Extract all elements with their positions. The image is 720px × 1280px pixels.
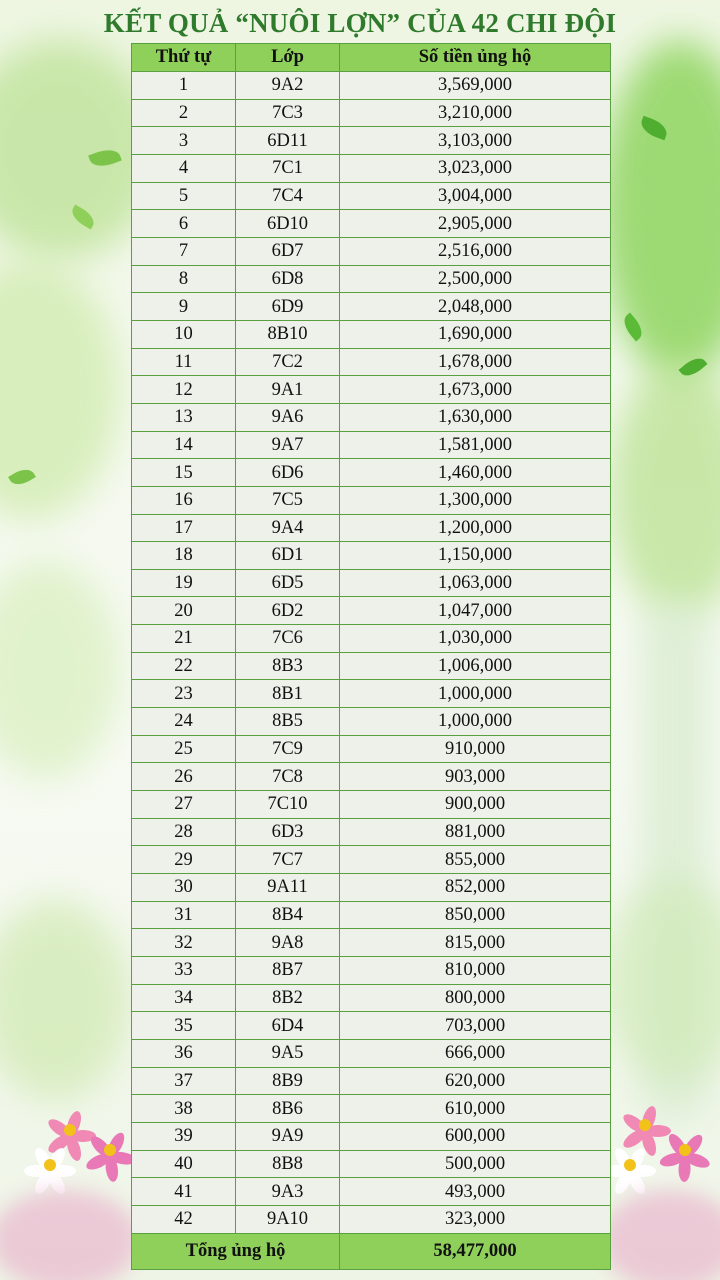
cell-class: 9A11 xyxy=(236,874,340,902)
table-row xyxy=(132,403,611,431)
cell-class: 7C1 xyxy=(236,154,340,182)
cell-class: 6D1 xyxy=(236,542,340,570)
cell-amount: 2,500,000 xyxy=(340,265,611,293)
cell-class: 8B9 xyxy=(236,1067,340,1095)
cell-order: 23 xyxy=(132,680,236,708)
cell-class: 7C5 xyxy=(236,486,340,514)
cell-amount: 493,000 xyxy=(340,1178,611,1206)
cell-class: 6D4 xyxy=(236,1012,340,1040)
foliage-blob-right-low xyxy=(600,880,720,1080)
table-row xyxy=(132,237,611,265)
table-row xyxy=(132,597,611,625)
cell-amount: 1,030,000 xyxy=(340,625,611,653)
cell-amount: 2,048,000 xyxy=(340,293,611,321)
cell-class: 9A3 xyxy=(236,1178,340,1206)
cell-amount: 900,000 xyxy=(340,791,611,819)
cell-order: 25 xyxy=(132,735,236,763)
table-row xyxy=(132,984,611,1012)
cell-class: 7C3 xyxy=(236,99,340,127)
cell-order: 14 xyxy=(132,431,236,459)
table-row xyxy=(132,708,611,736)
table-row xyxy=(132,652,611,680)
cell-order: 12 xyxy=(132,376,236,404)
cell-amount: 703,000 xyxy=(340,1012,611,1040)
cell-order: 8 xyxy=(132,265,236,293)
cell-order: 31 xyxy=(132,901,236,929)
table-row xyxy=(132,1067,611,1095)
table-row xyxy=(132,1095,611,1123)
table-header-row xyxy=(132,44,611,72)
table-row xyxy=(132,431,611,459)
table-row xyxy=(132,320,611,348)
cell-class: 6D7 xyxy=(236,237,340,265)
cell-amount: 2,516,000 xyxy=(340,237,611,265)
table-row xyxy=(132,293,611,321)
cell-order: 10 xyxy=(132,320,236,348)
cell-amount: 600,000 xyxy=(340,1122,611,1150)
table-row xyxy=(132,154,611,182)
table-row xyxy=(132,1205,611,1233)
table-row xyxy=(132,99,611,127)
cell-class: 6D9 xyxy=(236,293,340,321)
cell-order: 32 xyxy=(132,929,236,957)
table-row xyxy=(132,929,611,957)
cell-class: 6D6 xyxy=(236,459,340,487)
cell-amount: 800,000 xyxy=(340,984,611,1012)
cell-order: 37 xyxy=(132,1067,236,1095)
table-row xyxy=(132,127,611,155)
total-value: 58,477,000 xyxy=(340,1233,611,1269)
cell-amount: 666,000 xyxy=(340,1039,611,1067)
cell-class: 6D11 xyxy=(236,127,340,155)
cell-class: 8B1 xyxy=(236,680,340,708)
cell-order: 9 xyxy=(132,293,236,321)
cell-class: 7C4 xyxy=(236,182,340,210)
cell-amount: 610,000 xyxy=(340,1095,611,1123)
cell-class: 8B4 xyxy=(236,901,340,929)
cell-amount: 810,000 xyxy=(340,957,611,985)
cell-order: 1 xyxy=(132,72,236,100)
cell-amount: 3,210,000 xyxy=(340,99,611,127)
cell-class: 9A2 xyxy=(236,72,340,100)
cell-order: 29 xyxy=(132,846,236,874)
table-row xyxy=(132,542,611,570)
column-header-amount: Số tiền ủng hộ xyxy=(340,44,611,72)
cell-order: 26 xyxy=(132,763,236,791)
total-row xyxy=(132,1233,611,1269)
cell-order: 42 xyxy=(132,1205,236,1233)
cell-amount: 1,581,000 xyxy=(340,431,611,459)
foliage-blob-top-right xyxy=(600,40,720,380)
cell-amount: 1,150,000 xyxy=(340,542,611,570)
cell-class: 6D2 xyxy=(236,597,340,625)
page-title: KẾT QUẢ “NUÔI LỢN” CỦA 42 CHI ĐỘI xyxy=(103,8,617,38)
cell-order: 4 xyxy=(132,154,236,182)
cell-class: 8B10 xyxy=(236,320,340,348)
cell-order: 19 xyxy=(132,569,236,597)
table-row xyxy=(132,1178,611,1206)
cell-class: 9A8 xyxy=(236,929,340,957)
table-row xyxy=(132,901,611,929)
cell-amount: 1,000,000 xyxy=(340,680,611,708)
cell-amount: 815,000 xyxy=(340,929,611,957)
cell-order: 27 xyxy=(132,791,236,819)
table-row xyxy=(132,569,611,597)
table-row xyxy=(132,459,611,487)
cell-order: 16 xyxy=(132,486,236,514)
cell-amount: 1,690,000 xyxy=(340,320,611,348)
cell-order: 36 xyxy=(132,1039,236,1067)
cell-order: 17 xyxy=(132,514,236,542)
cell-amount: 903,000 xyxy=(340,763,611,791)
table-row xyxy=(132,735,611,763)
cell-amount: 1,006,000 xyxy=(340,652,611,680)
cell-order: 34 xyxy=(132,984,236,1012)
cell-class: 7C9 xyxy=(236,735,340,763)
table-row xyxy=(132,182,611,210)
table-row xyxy=(132,763,611,791)
cell-class: 8B2 xyxy=(236,984,340,1012)
table-body xyxy=(132,72,611,1234)
table-row xyxy=(132,265,611,293)
cell-class: 9A6 xyxy=(236,403,340,431)
flower-bed-right xyxy=(600,1190,720,1280)
cell-class: 9A10 xyxy=(236,1205,340,1233)
table-row xyxy=(132,514,611,542)
cell-class: 9A1 xyxy=(236,376,340,404)
table-row xyxy=(132,348,611,376)
cell-class: 8B7 xyxy=(236,957,340,985)
results-table xyxy=(131,43,611,1270)
cell-order: 15 xyxy=(132,459,236,487)
cell-order: 22 xyxy=(132,652,236,680)
cell-order: 5 xyxy=(132,182,236,210)
cell-order: 38 xyxy=(132,1095,236,1123)
table-row xyxy=(132,72,611,100)
cell-class: 7C8 xyxy=(236,763,340,791)
table-row xyxy=(132,376,611,404)
cell-order: 3 xyxy=(132,127,236,155)
cell-class: 9A9 xyxy=(236,1122,340,1150)
cell-amount: 3,569,000 xyxy=(340,72,611,100)
cell-class: 8B8 xyxy=(236,1150,340,1178)
cell-order: 28 xyxy=(132,818,236,846)
cell-class: 7C7 xyxy=(236,846,340,874)
cell-order: 11 xyxy=(132,348,236,376)
table-row xyxy=(132,680,611,708)
cell-amount: 3,023,000 xyxy=(340,154,611,182)
table-row xyxy=(132,818,611,846)
cell-amount: 1,460,000 xyxy=(340,459,611,487)
cell-order: 35 xyxy=(132,1012,236,1040)
cell-class: 8B6 xyxy=(236,1095,340,1123)
cell-order: 33 xyxy=(132,957,236,985)
table-row xyxy=(132,846,611,874)
cell-order: 13 xyxy=(132,403,236,431)
cell-class: 6D5 xyxy=(236,569,340,597)
total-label: Tổng ủng hộ xyxy=(132,1233,340,1269)
table-row xyxy=(132,486,611,514)
cell-class: 9A7 xyxy=(236,431,340,459)
table-row xyxy=(132,1150,611,1178)
cell-amount: 852,000 xyxy=(340,874,611,902)
cell-order: 7 xyxy=(132,237,236,265)
cell-amount: 1,678,000 xyxy=(340,348,611,376)
table-row xyxy=(132,874,611,902)
foliage-blob-right-mid xyxy=(610,360,720,620)
column-header-class: Lớp xyxy=(236,44,340,72)
cell-amount: 855,000 xyxy=(340,846,611,874)
cell-order: 39 xyxy=(132,1122,236,1150)
cell-amount: 1,673,000 xyxy=(340,376,611,404)
table-row xyxy=(132,210,611,238)
flower-bed-left xyxy=(0,1190,140,1280)
cell-amount: 1,300,000 xyxy=(340,486,611,514)
cell-amount: 850,000 xyxy=(340,901,611,929)
table-row xyxy=(132,791,611,819)
column-header-order: Thứ tự xyxy=(132,44,236,72)
table-row xyxy=(132,1122,611,1150)
cell-amount: 1,063,000 xyxy=(340,569,611,597)
cell-amount: 1,630,000 xyxy=(340,403,611,431)
cell-class: 6D10 xyxy=(236,210,340,238)
cell-class: 9A4 xyxy=(236,514,340,542)
cell-amount: 910,000 xyxy=(340,735,611,763)
cell-amount: 881,000 xyxy=(340,818,611,846)
cell-order: 30 xyxy=(132,874,236,902)
table-row xyxy=(132,625,611,653)
cell-amount: 620,000 xyxy=(340,1067,611,1095)
cell-amount: 500,000 xyxy=(340,1150,611,1178)
table-row xyxy=(132,1039,611,1067)
cell-class: 8B5 xyxy=(236,708,340,736)
cell-class: 8B3 xyxy=(236,652,340,680)
cell-amount: 3,004,000 xyxy=(340,182,611,210)
cell-class: 6D8 xyxy=(236,265,340,293)
foliage-blob-left-low xyxy=(0,900,130,1100)
results-table-container xyxy=(131,43,610,1270)
cell-order: 6 xyxy=(132,210,236,238)
cell-amount: 1,200,000 xyxy=(340,514,611,542)
table-row xyxy=(132,957,611,985)
cell-order: 21 xyxy=(132,625,236,653)
table-row xyxy=(132,1012,611,1040)
cell-order: 24 xyxy=(132,708,236,736)
cell-order: 20 xyxy=(132,597,236,625)
cell-class: 7C6 xyxy=(236,625,340,653)
cell-amount: 3,103,000 xyxy=(340,127,611,155)
cell-amount: 2,905,000 xyxy=(340,210,611,238)
cell-order: 2 xyxy=(132,99,236,127)
foliage-blob-left-mid xyxy=(0,560,120,780)
cell-class: 9A5 xyxy=(236,1039,340,1067)
cell-class: 6D3 xyxy=(236,818,340,846)
cell-order: 18 xyxy=(132,542,236,570)
cell-class: 7C2 xyxy=(236,348,340,376)
cell-order: 41 xyxy=(132,1178,236,1206)
cell-order: 40 xyxy=(132,1150,236,1178)
cell-class: 7C10 xyxy=(236,791,340,819)
cell-amount: 1,000,000 xyxy=(340,708,611,736)
cell-amount: 323,000 xyxy=(340,1205,611,1233)
cell-amount: 1,047,000 xyxy=(340,597,611,625)
